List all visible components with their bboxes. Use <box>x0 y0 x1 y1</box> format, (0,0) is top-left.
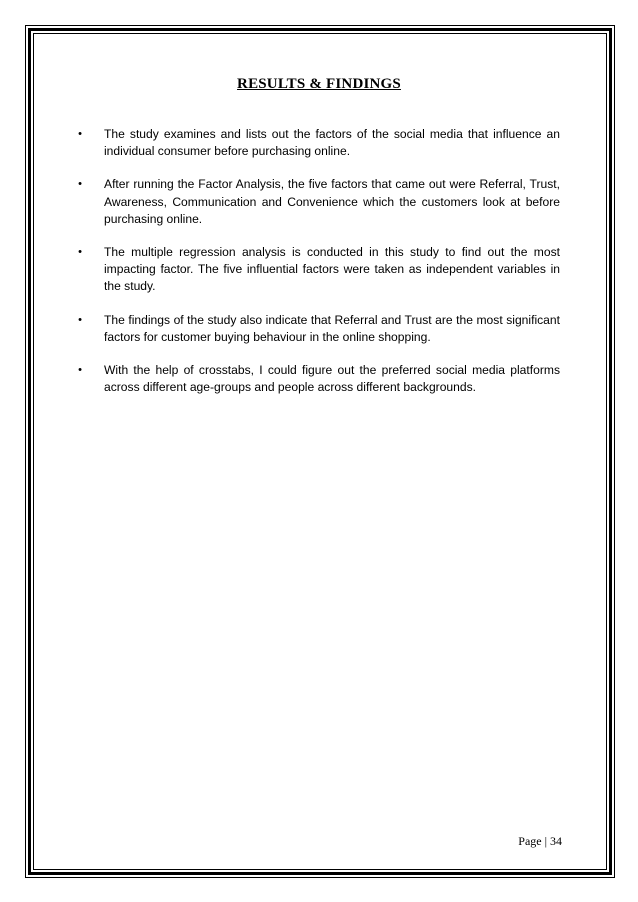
list-item <box>75 362 560 396</box>
findings-list <box>75 126 560 412</box>
list-item-text: After running the Factor Analysis, the five factors that came out were Referral, Trust, Awareness, Communication and Convenience which the customers look at before purchasing online. <box>104 177 560 226</box>
list-item <box>75 312 560 346</box>
list-item-text: The study examines and lists out the factors of the social media that influence an individual consumer before purchasing online. <box>104 127 560 159</box>
list-item-text: The findings of the study also indicate that Referral and Trust are the most significant factors for customer buying behaviour in the online shopping. <box>104 312 560 344</box>
list-item <box>75 176 560 228</box>
list-item <box>75 126 560 160</box>
section-title: RESULTS & FINDINGS <box>237 76 401 92</box>
list-item-text: With the help of crosstabs, I could figure out the preferred social media platforms across different age-groups and people across different backgrounds. <box>104 363 560 395</box>
list-item <box>75 244 560 296</box>
list-item-text: The multiple regression analysis is conducted in this study to find out the most impacting factor. The five influential factors were taken as independent variables in the study. <box>104 245 560 294</box>
bullet-icon: • <box>78 128 82 140</box>
bullet-icon: • <box>78 178 82 191</box>
bullet-icon: • <box>78 364 82 377</box>
bullet-icon: • <box>78 313 82 326</box>
page-number: Page | 34 <box>518 834 562 848</box>
bullet-icon: • <box>78 246 82 259</box>
